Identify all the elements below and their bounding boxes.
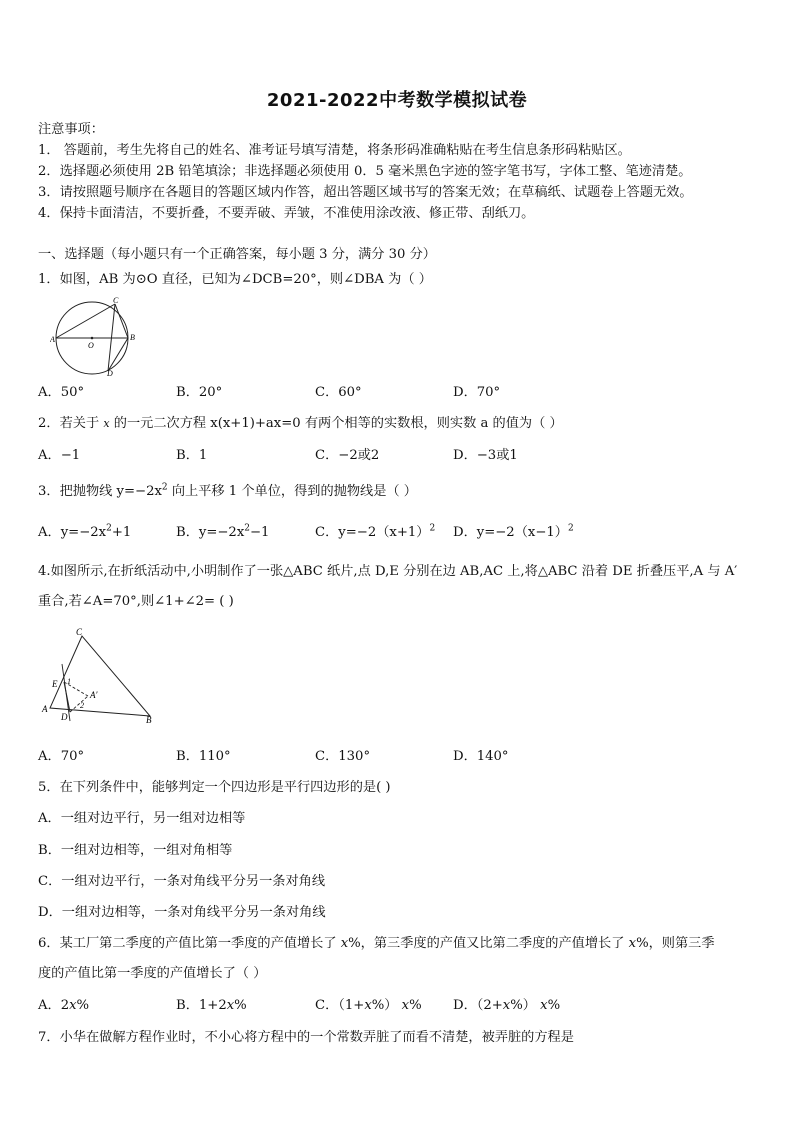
question-7-stem: 7．小华在做解方程作业时，不小心将方程中的一个常数弄脏了而看不清楚，被弄脏的方程是 [38, 1030, 574, 1045]
figure-circle [50, 296, 142, 376]
q2-option-d: D．−3或1 [453, 448, 518, 463]
section-heading: 一、选择题（每小题只有一个正确答案，每小题 3 分，满分 30 分） [38, 247, 436, 262]
q5-option-c: C．一组对边平行，一条对角线平分另一条对角线 [38, 874, 326, 889]
q4-option-d: D．140° [453, 749, 509, 764]
question-6-stem-line2: 度的产值比第一季度的产值增长了（ ） [38, 966, 267, 981]
q1-option-d: D．70° [453, 385, 501, 400]
notice-item-3: 3．请按照题号顺序在各题目的答题区域内作答，超出答题区域书写的答案无效；在草稿纸、试题卷上答题无效。 [38, 185, 693, 200]
notice-item-4: 4．保持卡面清洁，不要折叠，不要弄破、弄皱，不准使用涂改液、修正带、刮纸刀。 [38, 206, 535, 221]
figure4-label-d: D [61, 712, 68, 722]
page-title: 2021-2022中考数学模拟试卷 [266, 90, 528, 111]
q2-option-c: C．−2或2 [315, 448, 380, 463]
figure4-label-b: B [146, 715, 152, 725]
q2-option-b: B．1 [176, 448, 208, 463]
q4-option-a: A．70° [38, 749, 85, 764]
question-4-stem-line1: 4.如图所示,在折纸活动中,小明制作了一张△ABC 纸片,点 D,E 分别在边 AB,AC 上,将△ABC 沿着 DE 折叠压平,A 与 A′ [38, 564, 738, 579]
q6-option-a: A．2x% [38, 998, 90, 1013]
figure-triangle [38, 626, 158, 726]
q1-option-c: C．60° [315, 385, 362, 400]
question-6-stem-line1: 6．某工厂第二季度的产值比第一季度的产值增长了 x%，第三季度的产值又比第二季度的产值增长了 x%，则第三季 [38, 936, 715, 951]
q5-option-b: B．一组对边相等，一组对角相等 [38, 843, 233, 858]
question-3-stem: 3．把抛物线 $y=-2x^2$ 向上平移 1 个单位，得到的抛物线是（ ） [38, 482, 417, 499]
question-5-stem: 5．在下列条件中，能够判定一个四边形是平行四边形的是( ) [38, 780, 391, 795]
q6-option-b: B．1+2x% [176, 998, 247, 1013]
notice-item-2: 2．选择题必须使用 2B 铅笔填涂；非选择题必须使用 0．5 毫米黑色字迹的签字笔书写，字体工整、笔迹清楚。 [38, 164, 692, 179]
q1-option-a: A．50° [38, 385, 85, 400]
figure1-label-b: B [130, 333, 135, 342]
figure1-label-d: D [107, 369, 113, 376]
question-2-stem: 2．若关于 x 的一元二次方程 x(x+1)+ax=0 有两个相等的实数根，则实数 a 的值为（ ） [38, 416, 563, 431]
figure4-label-c: C [76, 627, 83, 637]
figure1-label-o: O [88, 341, 94, 350]
figure4-label-a: A [42, 704, 48, 714]
figure4-label-e: E [52, 679, 58, 689]
notice-heading: 注意事项： [38, 122, 104, 137]
q2-option-a: A．−1 [38, 448, 81, 463]
notice-item-1: 1． 答题前，考生先将自己的姓名、准考证号填写清楚，将条形码准确粘贴在考生信息条形码粘贴区。 [38, 143, 631, 158]
figure1-label-a: A [50, 335, 55, 344]
q6-option-c: C．（1+x%） x% [315, 998, 422, 1013]
q1-option-b: B．20° [176, 385, 223, 400]
q5-option-a: A．一组对边平行，另一组对边相等 [38, 811, 246, 826]
figure4-label-2: 2 [80, 701, 84, 710]
q4-option-c: C．130° [315, 749, 371, 764]
question-1-stem: 1．如图，AB 为⊙O 直径，已知为∠DCB=20°，则∠DBA 为（ ） [38, 272, 432, 287]
q6-option-d: D．（2+x%） x% [453, 998, 561, 1013]
q3-option-d: D．$y=-2(x-1)^2$ [453, 523, 574, 540]
q4-option-b: B．110° [176, 749, 231, 764]
q3-option-c: C．$y=-2(x+1)^2$ [315, 523, 436, 540]
figure1-label-c: C [113, 296, 119, 305]
figure4-label-1: 1 [67, 677, 71, 686]
question-4-stem-line2: 重合,若∠A=70°,则∠1+∠2= ( ) [38, 594, 234, 609]
q3-option-a: A．$y=-2x^2+1$ [38, 523, 132, 540]
q5-option-d: D．一组对边相等，一条对角线平分另一条对角线 [38, 905, 326, 920]
figure4-label-a-prime: A′ [90, 690, 98, 700]
q3-option-b: B．$y=-2x^2-1$ [176, 523, 270, 540]
